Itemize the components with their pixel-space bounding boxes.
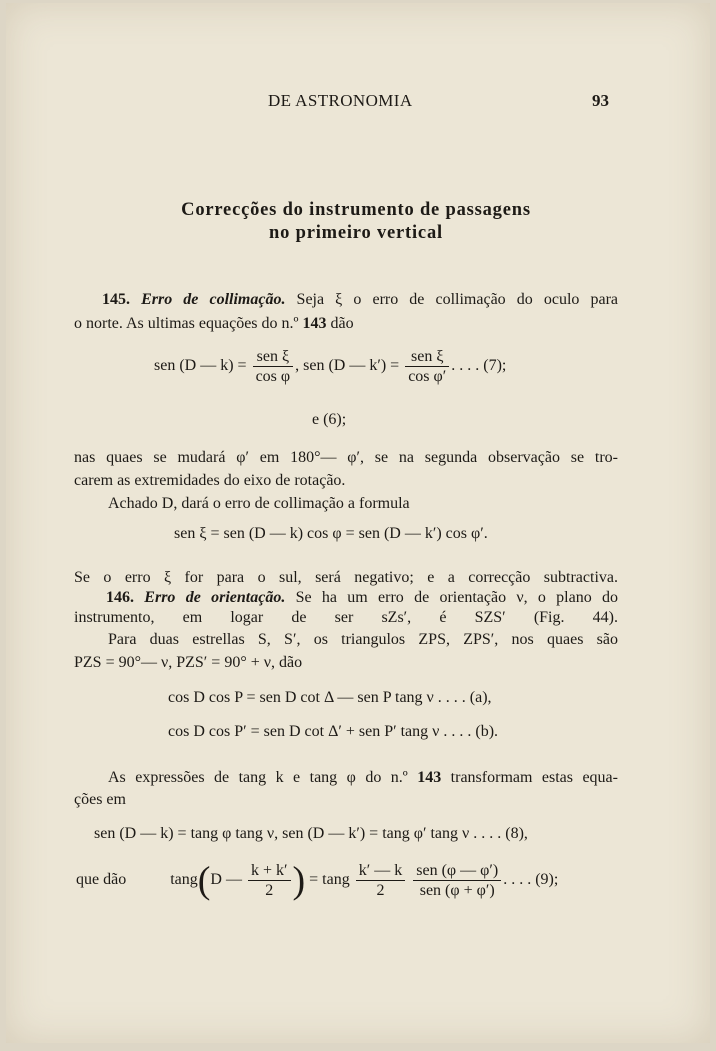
section-heading-line-2: no primeiro vertical	[269, 223, 443, 243]
fraction-numerator: k′ — k	[356, 861, 406, 881]
paragraph-145-text-2-end: dão	[326, 315, 354, 332]
fraction-sen-xi-cos-phi-prime	[405, 347, 449, 386]
paragraph-146-text-1: Se ha um erro de orientação ν, o plano do	[285, 589, 619, 606]
paragraph-text-line: nas quaes se mudará φ′ em 180°— φ′, se na segunda observação se tro-	[74, 449, 618, 466]
paragraph-transform-end: transformam estas equa-	[441, 769, 618, 786]
page-number: 93	[592, 91, 609, 110]
paragraph-145-text-2: o norte. As ultimas equações do n.º	[74, 315, 303, 332]
paragraph-text-line: ções em	[74, 791, 126, 808]
running-title: DE ASTRONOMIA	[268, 91, 413, 110]
paragraph-text-line: PZS = 90°— ν, PZS′ = 90° + ν, dão	[74, 654, 303, 671]
equation-9-tang: tang	[170, 871, 198, 889]
equation-b: cos D cos P′ = sen D cot Δ′ + sen P′ tang ν . . . . (b).	[168, 723, 499, 740]
article-number-146: 146.	[106, 589, 134, 606]
equation-9-inner: D —	[210, 871, 242, 889]
fraction-sen-xi-cos-phi	[253, 347, 294, 386]
equation-8: sen (D — k) = tang φ tang ν, sen (D — k′) = tang φ′ tang ν . . . . (8),	[94, 825, 528, 842]
equation-7	[154, 347, 506, 386]
section-heading-line-1: Correcções do instrumento de passagens	[181, 200, 531, 220]
equation-7-label: . . . . (7);	[451, 357, 507, 375]
article-title-collimacao: Erro de collimação.	[141, 291, 286, 308]
fraction-k-plus-k-prime	[248, 861, 291, 900]
fraction-denominator: 2	[376, 882, 385, 899]
fraction-numerator: sen ξ	[405, 347, 449, 367]
equation-7-lhs: sen (D — k) =	[154, 357, 247, 375]
fraction-sin-ratio	[413, 861, 501, 900]
equation-9-label: . . . . (9);	[503, 871, 559, 889]
equation-6-ref: e (6);	[312, 411, 347, 428]
paragraph-146-line-1	[106, 589, 618, 607]
article-title-orientacao: Erro de orientação.	[144, 589, 286, 606]
paragraph-text-line: instrumento, em logar de ser sZs′, é SZS′ (Fig. 44).	[74, 609, 618, 626]
equation-7-mid: , sen (D — k′) =	[295, 357, 400, 375]
paragraph-transform-text: As expressões de tang k e tang φ do n.º	[108, 769, 418, 786]
left-paren: (	[197, 859, 211, 902]
reference-143: 143	[417, 769, 442, 786]
fraction-denominator: sen (φ + φ′)	[419, 882, 495, 899]
fraction-denominator: cos φ′	[408, 368, 447, 385]
fraction-denominator: cos φ	[255, 368, 291, 385]
paragraph-text-line: Achado D, dará o erro de collimação a formula	[108, 495, 410, 512]
fraction-denominator: 2	[265, 882, 274, 899]
equation-a: cos D cos P = sen D cot Δ — sen P tang ν . . . . (a),	[168, 689, 492, 706]
paragraph-transform-line-1	[108, 769, 618, 787]
article-number-145: 145.	[102, 291, 130, 308]
fraction-numerator: sen ξ	[253, 347, 294, 367]
paragraph-text-line: Se o erro ξ for para o sul, será negativo; e a correcção subtractiva.	[74, 569, 618, 586]
paragraph-text-line: Para duas estrellas S, S′, os triangulos ZPS, ZPS′, nos quaes são	[108, 631, 618, 648]
equation-9-equals: = tang	[309, 871, 350, 889]
equation-collimation-formula: sen ξ = sen (D — k) cos φ = sen (D — k′) cos φ′.	[174, 525, 488, 542]
equation-9-lead: que dão	[76, 871, 127, 889]
paragraph-145-line-2	[74, 315, 354, 333]
reference-143: 143	[302, 315, 327, 332]
section-heading	[86, 199, 626, 245]
right-paren: )	[292, 859, 306, 902]
fraction-numerator: sen (φ — φ′)	[413, 861, 501, 881]
fraction-k-prime-minus-k	[356, 861, 406, 900]
paragraph-145-text-1: Seja ξ o erro de collimação do oculo para	[285, 291, 619, 308]
running-head	[6, 91, 710, 115]
book-page	[6, 3, 710, 1043]
paragraph-text-line: carem as extremidades do eixo de rotação.	[74, 472, 346, 489]
paragraph-145-line-1	[102, 291, 618, 309]
equation-9	[76, 861, 558, 900]
fraction-numerator: k + k′	[248, 861, 291, 881]
